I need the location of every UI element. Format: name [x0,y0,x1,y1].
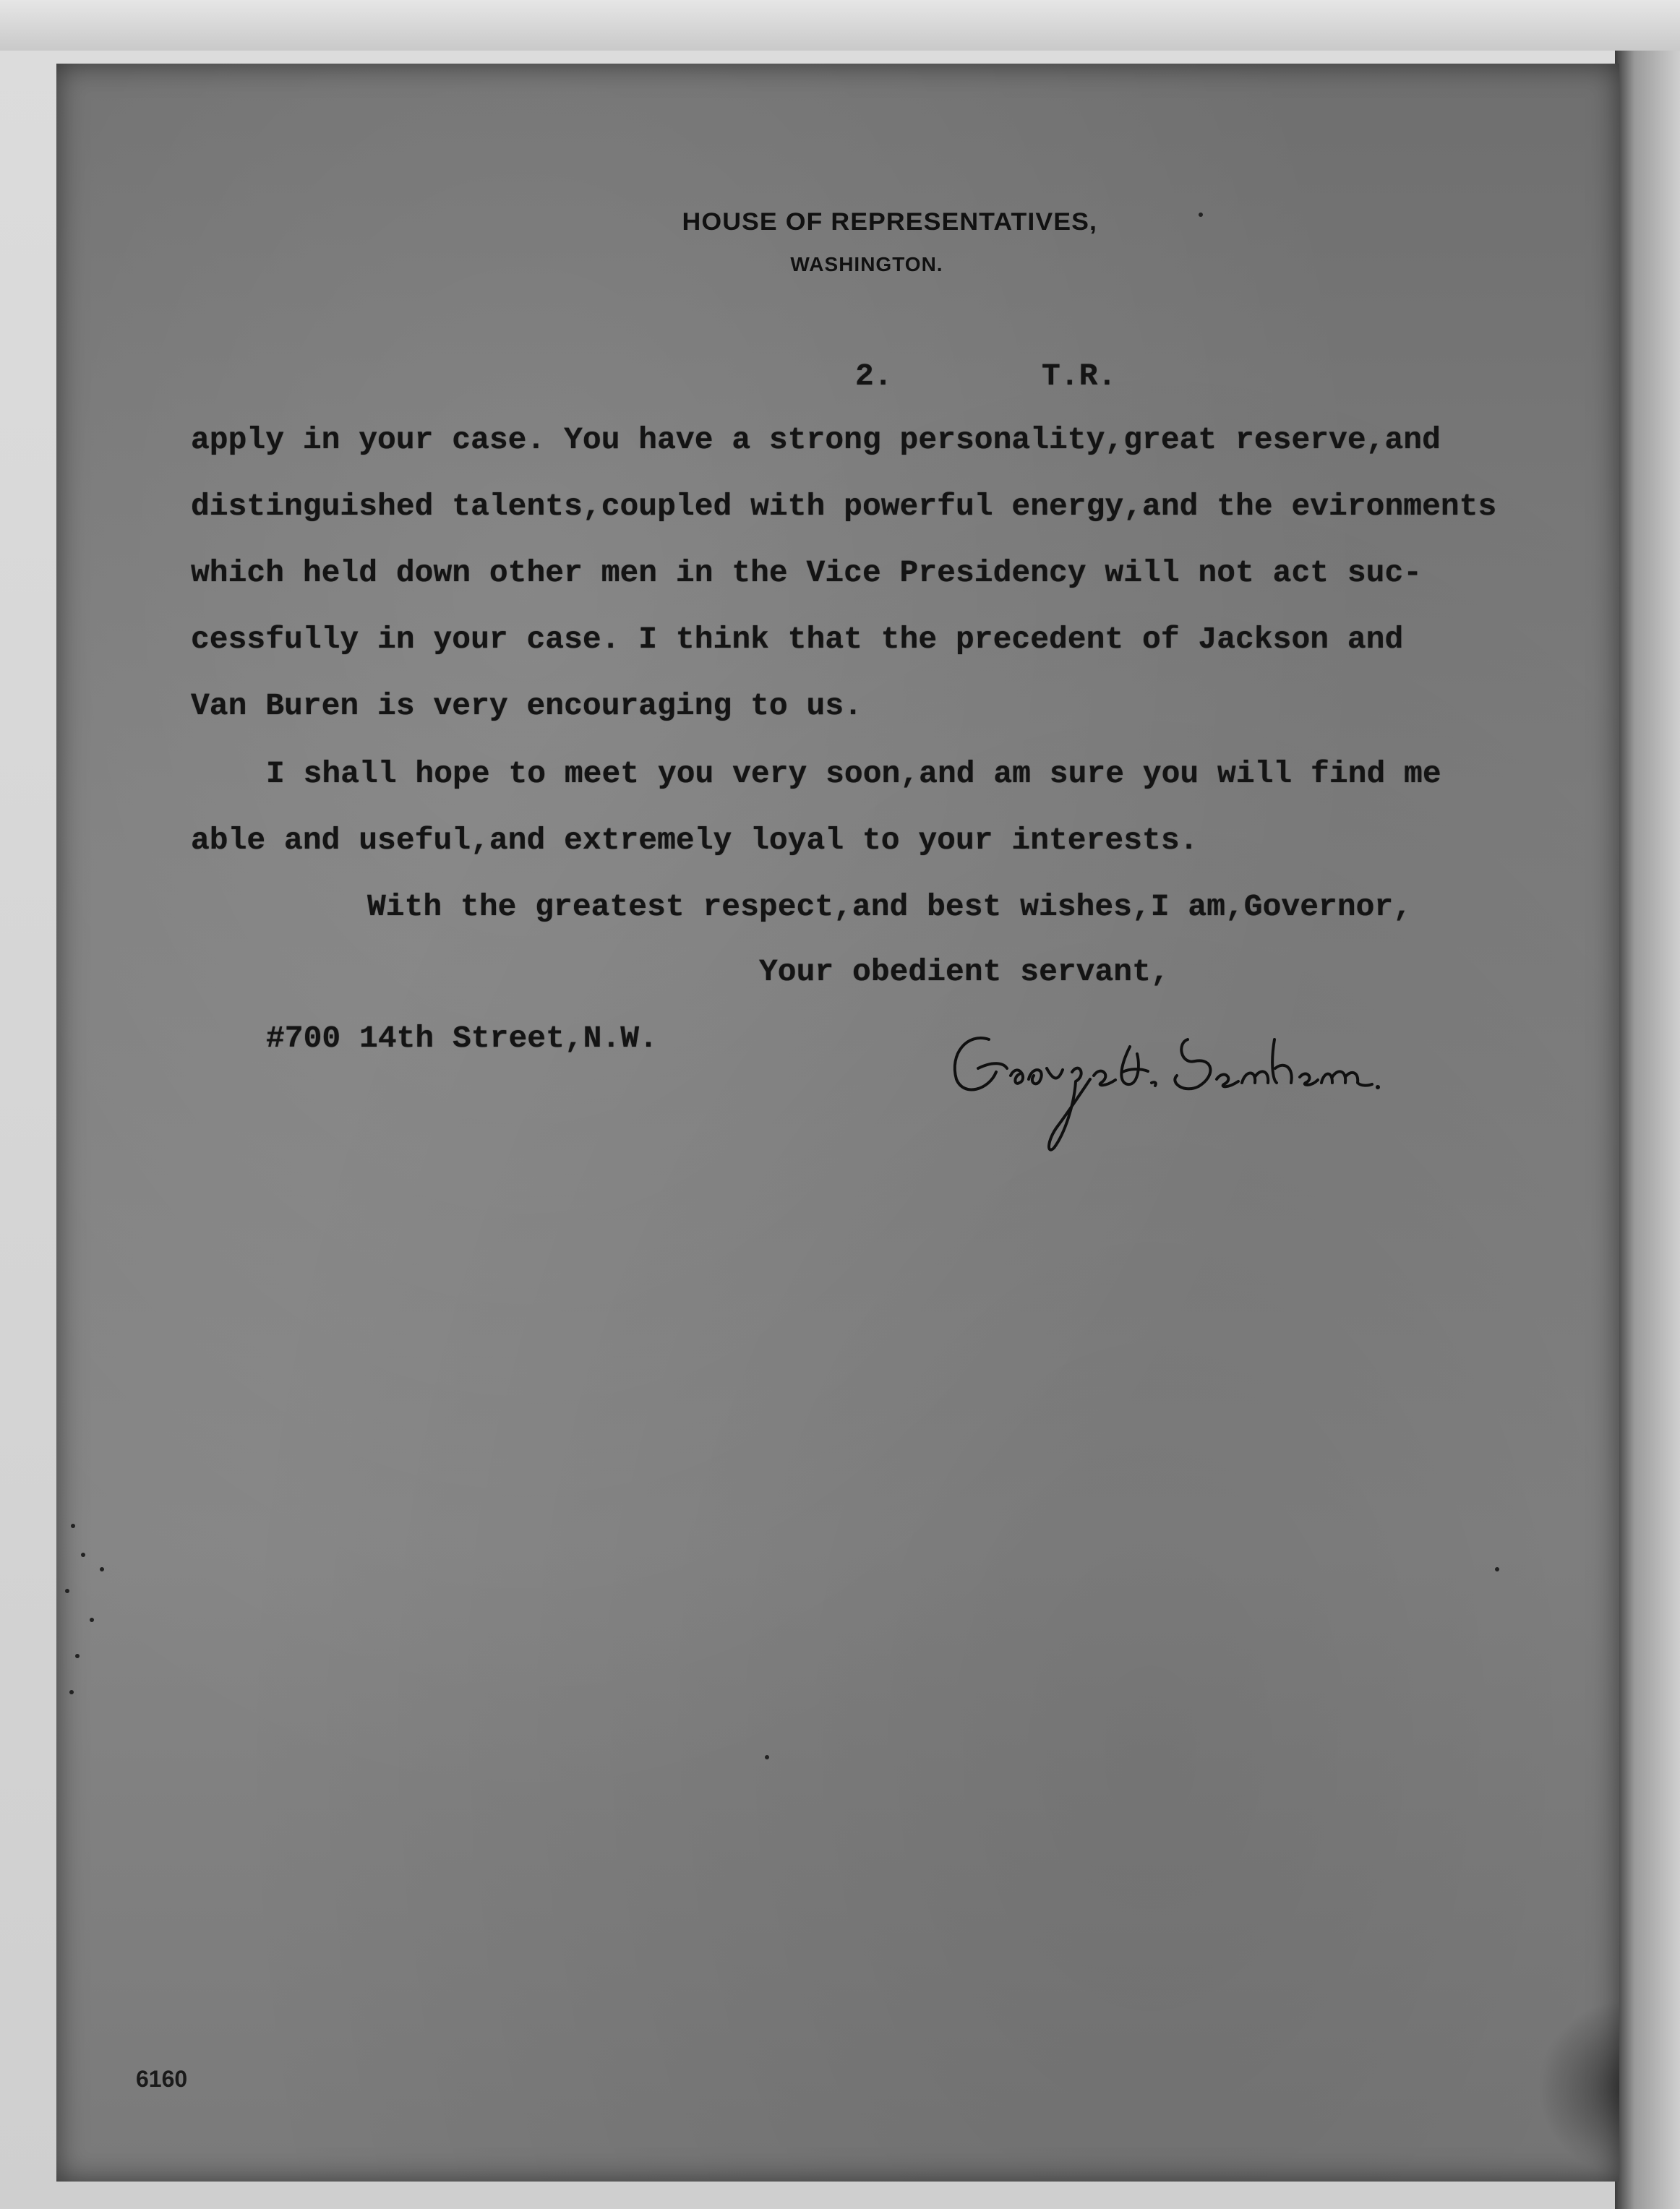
letterhead-city: WASHINGTON. [790,253,943,275]
body-line: I shall hope to meet you very soon,and am sure you will find me [266,756,1441,792]
valediction: Your obedient servant, [759,954,1170,990]
body-line: cessfully in your case. I think that the precedent of Jackson and [191,622,1404,657]
letterhead-title: HOUSE OF REPRESENTATIVES, [682,208,1097,236]
scan-border-right [1615,51,1680,2209]
sender-address: #700 14th Street,N.W. [266,1021,658,1056]
closing-line: With the greatest respect,and best wishes,I am,Governor, [367,889,1413,925]
handwritten-signature [938,1011,1387,1162]
page-reference: 2. T.R. [855,359,1117,394]
body-line: apply in your case. You have a strong personality,great reserve,and [191,422,1441,458]
letter-sheet [56,64,1619,2182]
body-line: distinguished talents,coupled with powerful energy,and the evironments [191,489,1497,524]
body-line: able and useful,and extremely loyal to your interests. [191,823,1199,858]
scan-border-top [0,0,1680,51]
body-line: which held down other men in the Vice Presidency will not act suc- [191,555,1423,591]
body-line: Van Buren is very encouraging to us. [191,688,862,724]
document-number: 6160 [136,2066,188,2092]
